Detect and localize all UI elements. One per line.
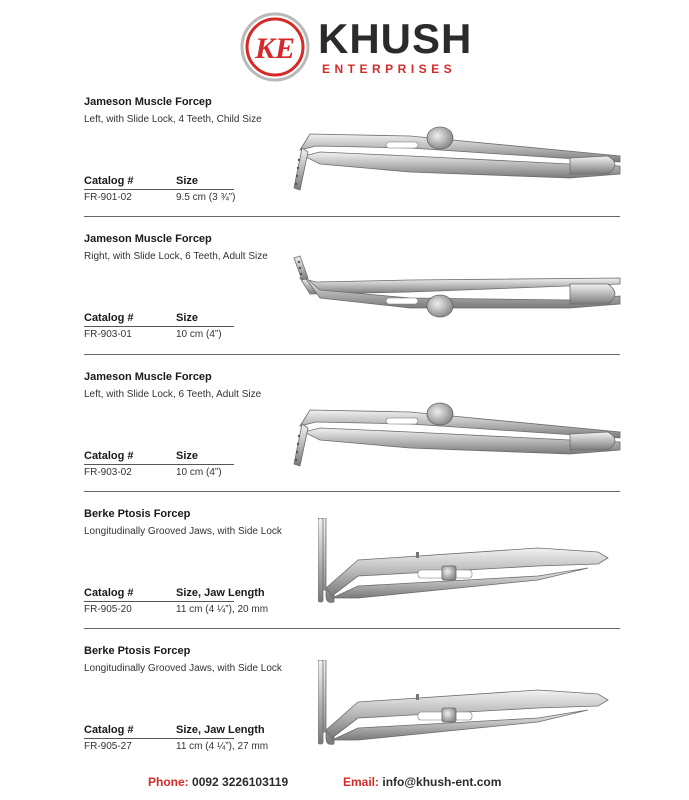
catalog-header: Catalog # [84, 587, 134, 599]
product-description: Left, with Slide Lock, 6 Teeth, Adult Size [84, 389, 262, 400]
size-header: Size, Jaw Length [176, 587, 265, 599]
size-value: 10 cm (4”) [176, 329, 222, 340]
section-divider [84, 216, 620, 217]
company-logo [240, 10, 473, 80]
spec-divider [84, 738, 234, 739]
berke-ptosis-forcep-icon [318, 518, 618, 608]
section-divider [84, 354, 620, 355]
spec-divider [84, 464, 234, 465]
phone-contact [148, 775, 288, 789]
size-header: Size, Jaw Length [176, 724, 265, 736]
spec-divider [84, 601, 234, 602]
email-address[interactable]: info@khush-ent.com [382, 775, 502, 789]
product-title: Jameson Muscle Forcep [84, 96, 212, 108]
jameson-forcep-left-icon [290, 388, 625, 468]
email-label: Email: [343, 775, 380, 789]
spec-divider [84, 326, 234, 327]
product-title: Berke Ptosis Forcep [84, 508, 191, 520]
logo-mark: KE [254, 32, 296, 65]
catalog-header: Catalog # [84, 312, 134, 324]
product-description: Longitudinally Grooved Jaws, with Side Lock [84, 526, 282, 537]
catalog-number: FR-903-02 [84, 467, 132, 478]
catalog-header: Catalog # [84, 724, 134, 736]
brand-subtitle: ENTERPRISES [322, 62, 457, 76]
size-value: 10 cm (4”) [176, 467, 222, 478]
catalog-number: FR-901-02 [84, 192, 132, 203]
email-contact [343, 775, 501, 789]
product-description: Longitudinally Grooved Jaws, with Side Lock [84, 663, 282, 674]
ke-logo-badge-icon [240, 12, 310, 82]
size-header: Size [176, 175, 199, 187]
catalog-header: Catalog # [84, 175, 134, 187]
product-description: Left, with Slide Lock, 4 Teeth, Child Size [84, 114, 262, 125]
catalog-number: FR-905-27 [84, 741, 132, 752]
catalog-number: FR-903-01 [84, 329, 132, 340]
section-divider [84, 628, 620, 629]
jameson-forcep-right-icon [290, 254, 625, 326]
product-title: Jameson Muscle Forcep [84, 371, 212, 383]
section-divider [84, 491, 620, 492]
phone-number[interactable]: 0092 3226103119 [192, 775, 289, 789]
catalog-number: FR-905-20 [84, 604, 132, 615]
size-value: 11 cm (4 ¼”), 20 mm [176, 604, 269, 615]
size-value: 9.5 cm (3 ¾”) [176, 192, 236, 203]
spec-divider [84, 189, 234, 190]
product-description: Right, with Slide Lock, 6 Teeth, Adult Size [84, 251, 268, 262]
product-title: Jameson Muscle Forcep [84, 233, 212, 245]
berke-ptosis-forcep-icon [318, 660, 618, 750]
product-title: Berke Ptosis Forcep [84, 645, 191, 657]
brand-name: KHUSH [318, 15, 473, 62]
size-header: Size [176, 450, 199, 462]
size-header: Size [176, 312, 199, 324]
catalog-header: Catalog # [84, 450, 134, 462]
phone-label: Phone: [148, 775, 189, 789]
size-value: 11 cm (4 ¼”), 27 mm [176, 741, 269, 752]
jameson-forcep-left-icon [290, 112, 625, 192]
